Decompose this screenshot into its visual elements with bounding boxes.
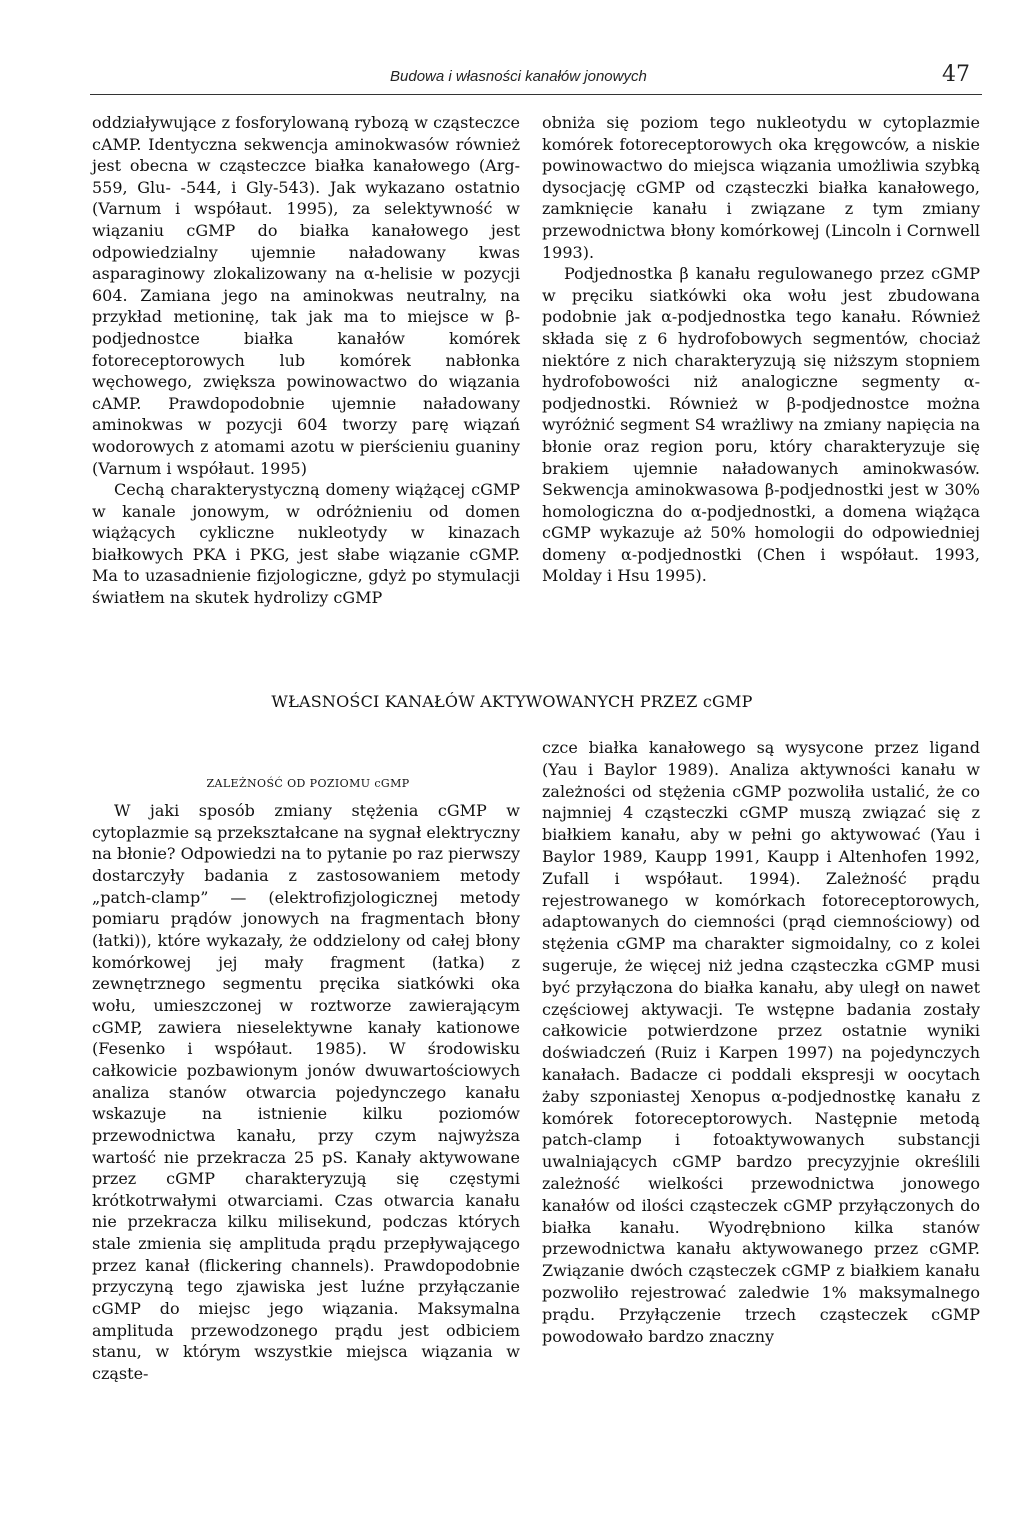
paragraph: czce białka kanałowego są wysycone przez ligand (Yau i Baylor 1989). Analiza aktywności kanału w zależności od stężenia cGMP pozwoliła ustalić, że co najmniej 4 cząsteczki cGMP muszą związać się z białkiem kanału, aby w pełni go aktywować (Yau i Baylor 1989, Kaupp 1991, Kaupp i Altenhofen 1992, Zufall i współaut. 1994). Zależność prądu rejestrowanego w komórkach fotoreceptorowych, adaptowanych do ciemności (prąd ciemnościowy) od stężenia cGMP ma charakter sigmoidalny, co z kolei sugeruje, że więcej niż jedna cząsteczka cGMP musi być przyłączona do białka kanału, aby uległ on nawet częściowej aktywacji. Te wstępne badania zostały całkowicie potwierdzone przez ostatnie wyniki doświadczeń (Ruiz i Karpen 1997) na pojedynczych kanałach. Badacze ci poddali ekspresji w oocytach żaby szponiastej Xenopus α-podjednostkę kanału z komórek fotoreceptorowych. Następnie metodą patch-clamp i fotoaktywowanych substancji uwalniających cGMP bardzo precyzyjnie określili zależność wielkości przewodnictwa jonowego kanałów od ilości cząsteczek cGMP przyłączonych do białka kanału. Wyodrębniono kilka stanów przewodnictwa kanału aktywowanego przez cGMP. Związanie dwóch cząsteczek cGMP z białkiem kanału pozwoliło rejestrować zaledwie 1% maksymalnego prądu. Przyłączenie trzech cząsteczek cGMP powodowało bardzo znaczny [542, 738, 980, 1346]
sub-heading: ZALEŻNOŚĆ OD POZIOMU cGMP [206, 777, 410, 790]
text-column-top-right [542, 112, 980, 587]
running-header [90, 60, 982, 95]
text-column-bottom-left [92, 800, 520, 1385]
section-heading: WŁASNOŚCI KANAŁÓW AKTYWOWANYCH PRZEZ cGMP [271, 692, 753, 711]
paragraph: Podjednostka β kanału regulowanego przez cGMP w pręciku siatkówki oka wołu jest zbudowana podobnie jak α-podjednostka tego kanału. Również składa się z 6 hydrofobowych segmentów, chociaż niektóre z nich charakteryzują się niższym stopniem hydrofobowości niż analogiczne segmenty α-podjednostki. Również w β-podjednostce można wyróżnić segment S4 wrażliwy na zmiany napięcia na błonie oraz region poru, który charakteryzuje się brakiem ujemnie naładowanych aminokwasów. Sekwencja aminokwasowa β-podjednostki jest w 30% homologiczna do α-podjednostki, a domena wiążąca cGMP wykazuje aż 50% homologii do odpowiedniej domeny α-podjednostki (Chen i współaut. 1993, Molday i Hsu 1995). [542, 264, 980, 586]
paragraph: oddziaływujące z fosforylowaną rybozą w cząsteczce cAMP. Identyczna sekwencja aminokwasów również jest obecna w cząsteczce białka kanałowego (Arg-559, Glu- -544, i Gly-543). Jak wykazano ostatnio (Varnum i współaut. 1995), za selektywność w wiązaniu cGMP do białka kanałowego jest odpowiedzialny ujemnie naładowany kwas asparaginowy zlokalizowany na α-helisie w pozycji 604. Zamiana jego na aminokwas neutralny, na przykład metioninę, tak jak ma to miejsce w β-podjednostce białka kanałów komórek fotoreceptorowych lub komórek nabłonka węchowego, zwiększa powinowactwo do wiązania cAMP. Prawdopodobnie ujemnie naładowany aminokwas w pozycji 604 tworzy parę wiązań wodorowych z atomami azotu w pierścieniu guaniny (Varnum i współaut. 1995) [92, 113, 520, 478]
text-column-bottom-right [542, 737, 980, 1347]
paragraph: Cechą charakterystyczną domeny wiążącej cGMP w kanale jonowym, w odróżnieniu od domen wiążących cykliczne nukleotydy w kinazach białkowych PKA i PKG, jest słabe wiązanie cGMP. Ma to uzasadnienie fizjologiczne, gdyż po stymulacji światłem na skutek hydrolizy cGMP [92, 480, 520, 608]
header-title: Budowa i własności kanałów jonowych [390, 68, 647, 85]
paragraph: W jaki sposób zmiany stężenia cGMP w cytoplazmie są przekształcane na sygnał elektryczny na błonie? Odpowiedzi na to pytanie po raz pierwszy dostarczyły badania z zastosowaniem metody „patch-clamp” — (elektrofizjologicznej metody pomiaru prądów jonowych na fragmentach błony (łatki)), które wykazały, że oddzielony od całej błony komórkowej jej mały fragment (łatka) z zewnętrznego segmentu pręcika siatkówki oka wołu, umieszczonej w roztworze zawierającym cGMP, zawiera nieselektywne kanały kationowe (Fesenko i współaut. 1985). W środowisku całkowicie pozbawionym jonów dwuwartościowych analiza stanów otwarcia pojedynczego kanału wskazuje na istnienie kilku poziomów przewodnictwa kanału, przy czym najwyższa wartość nie przekracza 25 pS. Kanały aktywowane przez cGMP charakteryzują się częstymi krótkotrwałymi otwarciami. Czas otwarcia kanału nie przekracza kilku milisekund, podczas których stale zmienia się amplituda prądu przepływającego przez kanał (flickering channels). Prawdopodobnie przyczyną tego zjawiska jest luźne przyłączanie cGMP do miejsc jego wiązania. Maksymalna amplituda przewodzonego prądu jest odbiciem stanu, w którym wszystkie miejsca wiązania w cząste- [92, 801, 520, 1384]
text-column-top-left [92, 112, 520, 609]
paragraph: obniża się poziom tego nukleotydu w cytoplazmie komórek fotoreceptorowych oka kręgowców, a niskie powinowactwo do miejsca wiązania umożliwia szybką dysocjację cGMP od cząsteczki białka kanałowego, zamknięcie kanału i związane z tym zmiany przewodnictwa błony komórkowej (Lincoln i Cornwell 1993). [542, 113, 980, 262]
page-number: 47 [942, 62, 970, 87]
